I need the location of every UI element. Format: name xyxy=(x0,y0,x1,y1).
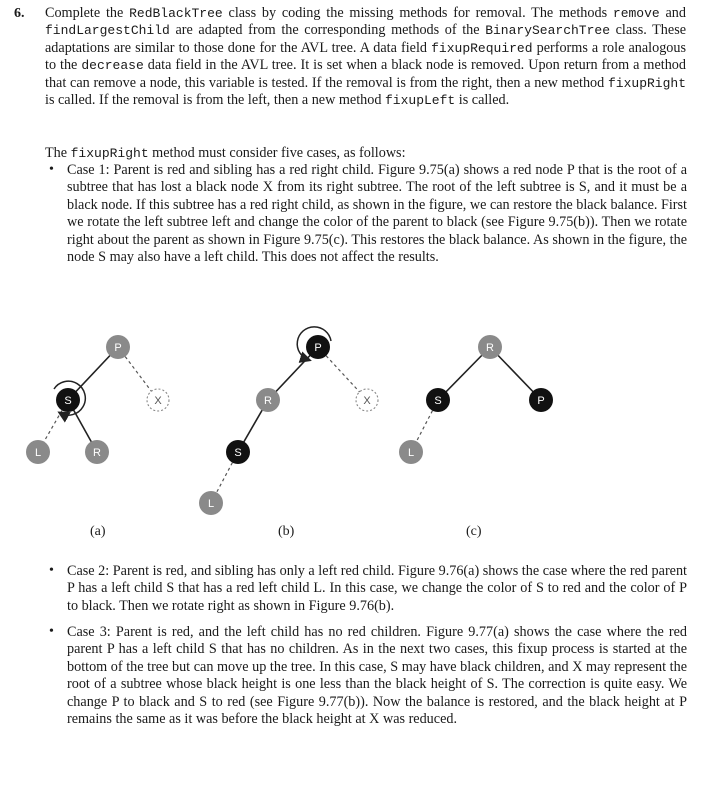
bullet-marker: • xyxy=(49,162,54,177)
svg-text:X: X xyxy=(154,395,162,407)
node-x-missing xyxy=(147,389,169,411)
tree-c xyxy=(399,335,553,464)
text-run: are adapted from the corresponding methods of the xyxy=(169,22,486,39)
node-p-red xyxy=(106,335,130,359)
text-run: performs a role analogous to the xyxy=(45,39,686,74)
node-x-missing xyxy=(356,389,378,411)
node-p-black xyxy=(529,388,553,412)
svg-text:R: R xyxy=(486,342,494,354)
case-2-text: Case 2: Parent is red, and sibling has only a left red child. Figure 9.76(a) shows the case where the red parent P has a left child S that has a red left child L. In this case, we change the color of S to red and the color of P to black. Then we rotate right as shown in Figure 9.76(b). xyxy=(67,563,687,614)
text-run: class. These adaptations are similar to those done for the AVL tree. A data field xyxy=(45,22,687,56)
rotation-figure xyxy=(0,320,702,545)
svg-text:S: S xyxy=(64,395,72,407)
code-identifier: fixupRequired xyxy=(431,40,533,56)
node-l-red xyxy=(199,491,223,515)
code-identifier: fixupRight xyxy=(70,146,149,161)
svg-text:X: X xyxy=(363,395,371,407)
svg-text:L: L xyxy=(34,447,42,459)
node-s-black xyxy=(56,388,80,412)
code-identifier: findLargestChild xyxy=(45,23,170,39)
svg-text:P: P xyxy=(114,342,122,354)
caption-a: (a) xyxy=(90,524,106,539)
svg-text:P: P xyxy=(314,342,322,354)
text-run: is called. If the removal is from the left, then a new method xyxy=(45,92,385,109)
node-l-red xyxy=(26,440,50,464)
code-identifier: decrease xyxy=(81,58,144,74)
svg-text:L: L xyxy=(207,498,215,510)
svg-text:L: L xyxy=(407,447,415,459)
code-identifier: fixupRight xyxy=(607,75,686,91)
node-p-black xyxy=(306,335,330,359)
text-run: and xyxy=(659,5,686,21)
svg-text:R: R xyxy=(264,395,272,407)
case-1-text: Case 1: Parent is red and sibling has a red right child. Figure 9.75(a) shows a red node P that is the root of a subtree that has lost a black node X from its right subtree. The root of the left subtree is S, and it must be a black node. If this subtree has a red right child, as shown in the figure, we can restore the black balance. First we rotate the left subtree left and change the color of the parent to black (see Figure 9.75(b)). Then we rotate right about the parent as shown in Figure 9.75(c). This restores the black balance. As shown in the figure, the node S may also have a left child. This does not affect the results. xyxy=(67,162,687,266)
code-identifier: BinarySearchTree xyxy=(485,23,611,39)
text-run: Complete the xyxy=(45,5,130,21)
node-r-red xyxy=(85,440,109,464)
svg-text:S: S xyxy=(234,447,242,459)
node-s-black xyxy=(426,388,450,412)
text-run: The xyxy=(45,145,71,161)
bullet-marker: • xyxy=(49,624,54,639)
code-identifier: RedBlackTree xyxy=(129,6,223,21)
node-l-red xyxy=(399,440,423,464)
code-identifier: fixupLeft xyxy=(385,93,456,109)
node-r-red xyxy=(256,388,280,412)
text-run: is called. xyxy=(455,92,510,109)
tree-a xyxy=(26,335,169,464)
text-run: class by coding the missing methods for removal. The methods xyxy=(222,5,613,21)
bullet-marker: • xyxy=(49,563,54,578)
tree-b xyxy=(199,327,378,515)
fixup-intro xyxy=(45,145,686,162)
text-run: data field in the AVL tree. It is set when a black node is removed. Upon return from a method that can remove a node, this variable is tested. If the removal is from the right, then a new method xyxy=(45,57,686,91)
problem-intro xyxy=(45,5,686,109)
problem-number: 6. xyxy=(14,6,25,21)
svg-text:R: R xyxy=(93,447,101,459)
caption-c: (c) xyxy=(466,524,482,539)
code-identifier: remove xyxy=(612,6,660,21)
case-3-text: Case 3: Parent is red, and the left child has no red children. Figure 9.77(a) shows the case where the red parent P has a left child S that has no children. As in the next two cases, this fixup process is started at the bottom of the tree but can move up the tree. In this case, S may have black children, and X may represent the root of a subtree whose black height is one less than the black height of S. The correction is quite easy. We change P to black and S to red (see Figure 9.77(b)). Now the balance is restored, and the black height at P remains the same as it was before the black height at X was reduced. xyxy=(67,624,687,728)
node-r-red xyxy=(478,335,502,359)
node-s-black xyxy=(226,440,250,464)
svg-text:P: P xyxy=(537,395,545,407)
svg-text:S: S xyxy=(434,395,442,407)
caption-b: (b) xyxy=(278,524,295,539)
text-run: method must consider five cases, as follows: xyxy=(148,145,406,161)
